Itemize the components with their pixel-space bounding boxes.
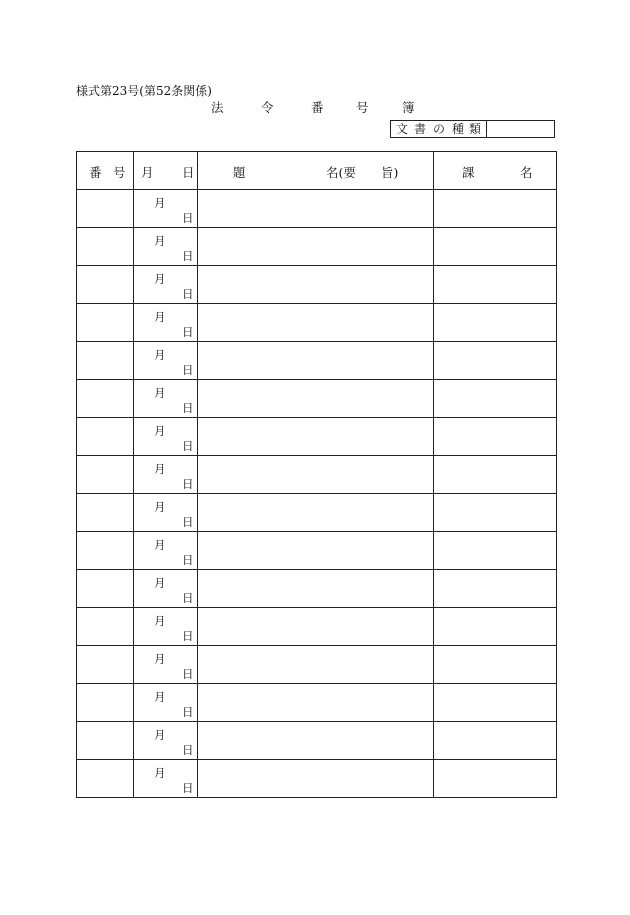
table-row <box>77 342 557 380</box>
section-cell[interactable] <box>434 266 557 304</box>
doc-type-char: の <box>433 122 446 136</box>
table-row <box>77 722 557 760</box>
title-char: 番 <box>311 100 324 115</box>
subject-cell[interactable] <box>198 760 434 798</box>
subject-cell[interactable] <box>198 380 434 418</box>
section-cell[interactable] <box>434 190 557 228</box>
table-row <box>77 532 557 570</box>
header-char: 名 <box>520 165 533 180</box>
number-cell[interactable] <box>77 380 134 418</box>
month-label: 月 <box>154 576 166 590</box>
section-cell[interactable] <box>434 570 557 608</box>
day-label: 日 <box>182 249 194 263</box>
day-label: 日 <box>182 591 194 605</box>
subject-cell[interactable] <box>198 570 434 608</box>
month-label: 月 <box>154 614 166 628</box>
number-cell[interactable] <box>77 266 134 304</box>
doc-type-char: 文 <box>396 122 409 136</box>
table-row <box>77 646 557 684</box>
day-label: 日 <box>182 325 194 339</box>
day-label: 日 <box>182 553 194 567</box>
subject-cell[interactable] <box>198 418 434 456</box>
header-number <box>77 152 134 190</box>
number-cell[interactable] <box>77 418 134 456</box>
table-row <box>77 760 557 798</box>
table-row <box>77 304 557 342</box>
section-cell[interactable] <box>434 456 557 494</box>
header-char: 番 <box>89 165 102 180</box>
month-label: 月 <box>154 728 166 742</box>
section-cell[interactable] <box>434 228 557 266</box>
section-cell[interactable] <box>434 760 557 798</box>
number-cell[interactable] <box>77 494 134 532</box>
day-label: 日 <box>182 705 194 719</box>
table-row <box>77 684 557 722</box>
register-table <box>76 151 557 798</box>
table-row <box>77 418 557 456</box>
doc-type-char: 類 <box>469 122 482 136</box>
table-row <box>77 266 557 304</box>
doc-type-char: 種 <box>452 122 465 136</box>
number-cell[interactable] <box>77 570 134 608</box>
number-cell[interactable] <box>77 190 134 228</box>
number-cell[interactable] <box>77 722 134 760</box>
table-row <box>77 228 557 266</box>
month-label: 月 <box>154 386 166 400</box>
month-label: 月 <box>154 538 166 552</box>
month-label: 月 <box>154 690 166 704</box>
date-cell[interactable] <box>134 456 198 494</box>
day-label: 日 <box>182 515 194 529</box>
section-cell[interactable] <box>434 608 557 646</box>
month-label: 月 <box>154 196 166 210</box>
number-cell[interactable] <box>77 646 134 684</box>
section-cell[interactable] <box>434 494 557 532</box>
date-cell[interactable] <box>134 228 198 266</box>
date-cell[interactable] <box>134 304 198 342</box>
day-label: 日 <box>182 287 194 301</box>
subject-cell[interactable] <box>198 608 434 646</box>
title-char: 法 <box>211 100 224 115</box>
month-label: 月 <box>154 348 166 362</box>
title-char: 号 <box>356 100 369 115</box>
subject-cell[interactable] <box>198 342 434 380</box>
title-char: 令 <box>261 100 274 115</box>
table-row <box>77 456 557 494</box>
title-char: 簿 <box>402 100 415 115</box>
subject-cell[interactable] <box>198 190 434 228</box>
section-cell[interactable] <box>434 532 557 570</box>
subject-cell[interactable] <box>198 266 434 304</box>
form-number-label: 様式第23号(第52条関係) <box>76 84 212 98</box>
date-cell[interactable] <box>134 646 198 684</box>
date-cell[interactable] <box>134 380 198 418</box>
subject-cell[interactable] <box>198 228 434 266</box>
subject-cell[interactable] <box>198 494 434 532</box>
header-char: 名(要 <box>326 165 356 180</box>
month-label: 月 <box>154 766 166 780</box>
subject-cell[interactable] <box>198 646 434 684</box>
table-row <box>77 570 557 608</box>
date-cell[interactable] <box>134 342 198 380</box>
date-cell[interactable] <box>134 760 198 798</box>
day-label: 日 <box>182 401 194 415</box>
date-cell[interactable] <box>134 608 198 646</box>
day-label: 日 <box>182 439 194 453</box>
month-label: 月 <box>154 234 166 248</box>
date-cell[interactable] <box>134 190 198 228</box>
section-cell[interactable] <box>434 342 557 380</box>
document-type-box <box>390 120 555 138</box>
section-cell[interactable] <box>434 684 557 722</box>
month-label: 月 <box>154 462 166 476</box>
section-cell[interactable] <box>434 304 557 342</box>
doc-type-char: 書 <box>414 122 427 136</box>
header-char: 日 <box>182 165 195 180</box>
day-label: 日 <box>182 363 194 377</box>
header-subject <box>198 152 434 190</box>
month-label: 月 <box>154 424 166 438</box>
month-label: 月 <box>154 652 166 666</box>
section-cell[interactable] <box>434 380 557 418</box>
header-char: 課 <box>462 165 475 180</box>
header-row <box>77 152 557 190</box>
day-label: 日 <box>182 211 194 225</box>
section-cell[interactable] <box>434 722 557 760</box>
subject-cell[interactable] <box>198 684 434 722</box>
header-char: 題 <box>233 165 246 180</box>
section-cell[interactable] <box>434 646 557 684</box>
date-cell[interactable] <box>134 570 198 608</box>
number-cell[interactable] <box>77 228 134 266</box>
day-label: 日 <box>182 667 194 681</box>
day-label: 日 <box>182 477 194 491</box>
subject-cell[interactable] <box>198 532 434 570</box>
table-row <box>77 494 557 532</box>
day-label: 日 <box>182 629 194 643</box>
header-char: 旨) <box>381 165 399 180</box>
subject-cell[interactable] <box>198 456 434 494</box>
number-cell[interactable] <box>77 608 134 646</box>
date-cell[interactable] <box>134 532 198 570</box>
number-cell[interactable] <box>77 684 134 722</box>
month-label: 月 <box>154 272 166 286</box>
page-title <box>206 98 426 116</box>
number-cell[interactable] <box>77 342 134 380</box>
date-cell[interactable] <box>134 684 198 722</box>
document-type-value[interactable] <box>487 121 554 137</box>
table-row <box>77 608 557 646</box>
number-cell[interactable] <box>77 532 134 570</box>
subject-cell[interactable] <box>198 722 434 760</box>
subject-cell[interactable] <box>198 304 434 342</box>
day-label: 日 <box>182 781 194 795</box>
header-section <box>434 152 557 190</box>
number-cell[interactable] <box>77 456 134 494</box>
date-cell[interactable] <box>134 494 198 532</box>
number-cell[interactable] <box>77 304 134 342</box>
number-cell[interactable] <box>77 760 134 798</box>
table-row <box>77 190 557 228</box>
day-label: 日 <box>182 743 194 757</box>
date-cell[interactable] <box>134 722 198 760</box>
header-date <box>134 152 198 190</box>
header-char: 号 <box>113 165 126 180</box>
table-row <box>77 380 557 418</box>
section-cell[interactable] <box>434 418 557 456</box>
month-label: 月 <box>154 310 166 324</box>
header-char: 月 <box>141 165 154 180</box>
document-type-label <box>391 121 487 137</box>
month-label: 月 <box>154 500 166 514</box>
date-cell[interactable] <box>134 266 198 304</box>
date-cell[interactable] <box>134 418 198 456</box>
